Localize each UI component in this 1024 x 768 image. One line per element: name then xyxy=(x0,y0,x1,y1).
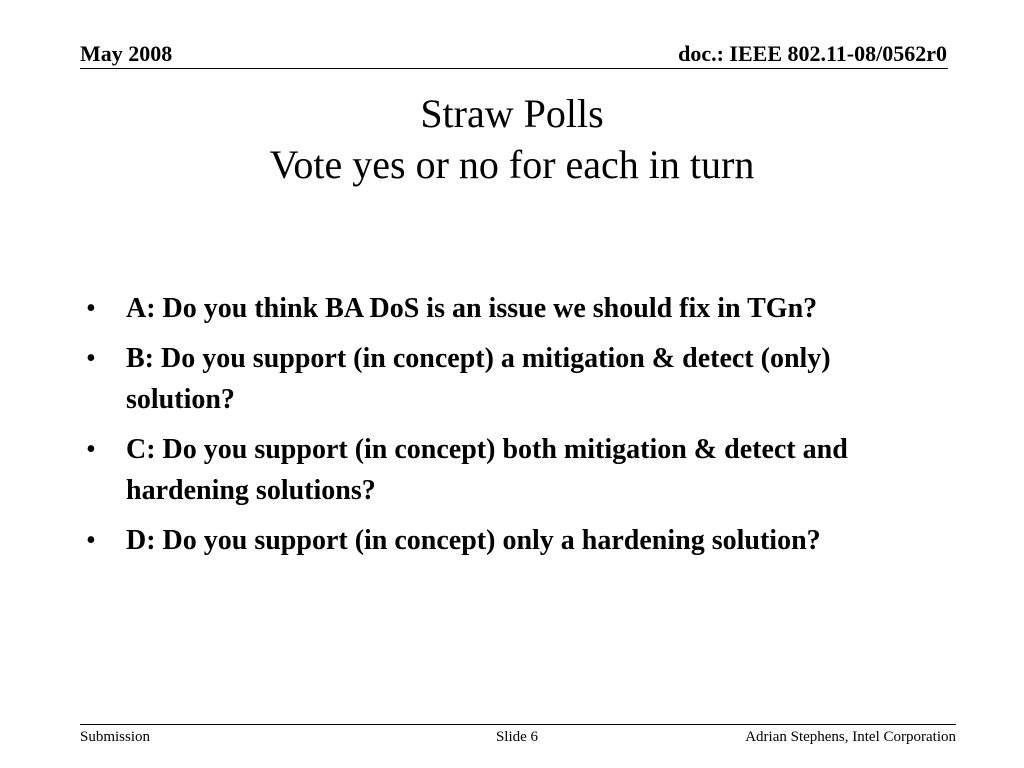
bullet-icon: • xyxy=(86,525,96,556)
title-line-1: Straw Polls xyxy=(420,91,604,136)
footer-divider xyxy=(80,724,956,725)
slide-title xyxy=(0,88,1024,190)
bullet-text-b: B: Do you support (in concept) a mitigation & detect (only) solution? xyxy=(126,343,831,415)
bullet-list xyxy=(86,288,916,570)
bullet-text-a: A: Do you think BA DoS is an issue we should fix in TGn? xyxy=(126,293,818,324)
header-divider xyxy=(80,68,948,69)
bullet-text-c: C: Do you support (in concept) both mitigation & detect and hardening solutions? xyxy=(126,434,848,506)
bullet-item-c xyxy=(86,429,916,511)
bullet-icon: • xyxy=(86,343,96,374)
footer-submission: Submission xyxy=(80,729,151,745)
header-doc-id: doc.: IEEE 802.11-08/0562r0 xyxy=(678,41,947,66)
bullet-item-a xyxy=(86,288,916,329)
bullet-icon: • xyxy=(86,293,96,324)
footer-slide-number: Slide 6 xyxy=(495,729,539,745)
bullet-item-d xyxy=(86,520,916,561)
bullet-text-d: D: Do you support (in concept) only a hardening solution? xyxy=(126,525,821,556)
title-line-2: Vote yes or no for each in turn xyxy=(269,142,755,187)
footer-author: Adrian Stephens, Intel Corporation xyxy=(745,729,956,745)
bullet-item-b xyxy=(86,338,916,420)
header-date: May 2008 xyxy=(80,41,173,66)
bullet-icon: • xyxy=(86,434,96,465)
